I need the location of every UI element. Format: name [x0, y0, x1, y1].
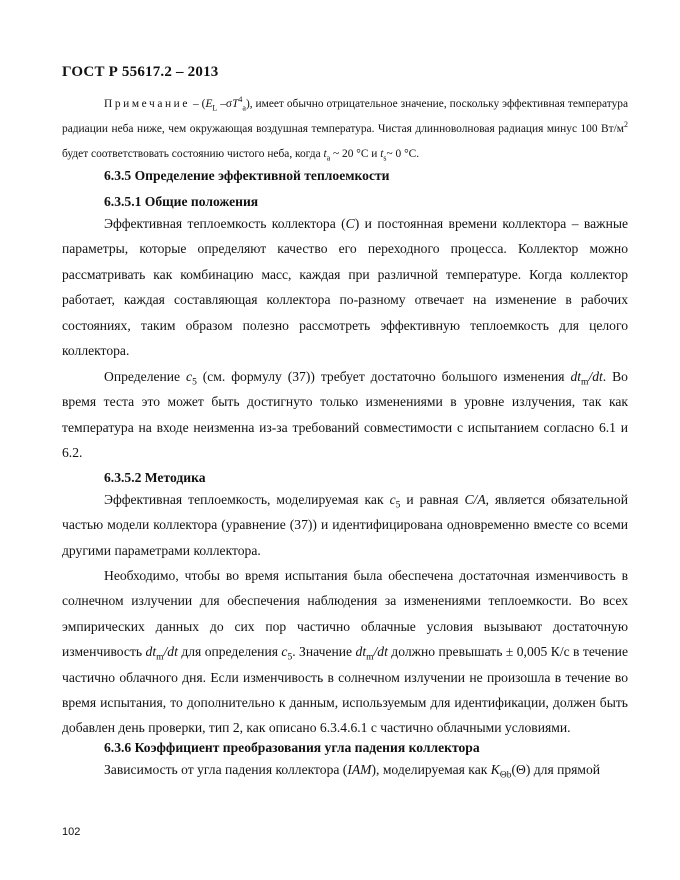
- p5-k-sub: Θb: [499, 770, 512, 781]
- p4-text-a: Необходимо, чтобы во время испытания была обеспечена достаточная изменчивость в солнечном излучении для обеспечения наблюдения за изменениями теплоемкости. Во всех эмпирических данных до сих пор частично облачные условия вызывают достаточную изменчивость: [62, 568, 628, 660]
- formula-t-sup: 4: [238, 95, 243, 105]
- p2-text-c: . Во время теста это может быть достигнуто только изменениями в уровне излучения, так как температура на входе неизменна из-за требований совместимости с испытанием согласно 6.1 и 6.2.: [62, 369, 628, 461]
- p1-text-a: Эффективная теплоемкость коллектора (: [104, 216, 346, 231]
- p3-symbol-c-sub: 5: [395, 500, 401, 511]
- p2-text-a: Определение: [104, 369, 187, 384]
- p4-symbol-c-sub: 5: [287, 652, 293, 663]
- document-header: ГОСТ Р 55617.2 – 2013: [62, 64, 219, 80]
- p5-text-c: (Θ) для прямой: [511, 762, 601, 777]
- p4-dt-sub: m: [156, 652, 164, 663]
- p1-text-b: ) и постоянная времени коллектора – важные параметры, которые определяют качество его переходного процесса. Коллектор можно рассматривать как комбинацию масс, каждая при различной температуре. Когда коллектор работает, каждая составляющая коллектора по-разному отвечает на изменение в рабочих состояниях, таким образом полезно рассмотреть эффективную теплоемкость для целого коллектора.: [62, 216, 629, 359]
- p3-symbol-c: c: [389, 492, 396, 507]
- p3-text-b: и равная: [400, 492, 465, 507]
- ts-value: ~ 0 °C.: [386, 148, 420, 160]
- note-label: Примечание: [104, 98, 191, 110]
- paragraph-1: [62, 211, 628, 363]
- ts-symbol: t: [380, 148, 384, 160]
- p4-symbol-c: c: [281, 644, 288, 660]
- section-heading-6-3-5-2: 6.3.5.2 Методика: [104, 470, 206, 485]
- section-heading-6-3-5: 6.3.5 Определение эффективной теплоемкости: [104, 168, 390, 183]
- p2-text-b: (см. формулу (37)) требует достаточно большого изменения: [196, 369, 571, 384]
- p4-dt-b-sub: m: [366, 652, 374, 663]
- p2-dt2: /dt: [588, 369, 603, 384]
- p5-text-b: ), моделируемая как: [371, 762, 491, 777]
- formula-minus: –σ: [217, 98, 233, 110]
- note-close: ), имеет обычно отрицательное значение, поскольку эффективная: [245, 98, 565, 110]
- p4-text-d: должно превышать ± 0,005 К/с в течение частично облачного дня. Если изменчивость в солнечном излучении не произошла в течение во время испытания, то дополнительно к данным, используемым для идентификации, должен быть добавлен день проверки, тип 2, как описано 6.3.4.6.1 с частично облачными условиями.: [62, 644, 628, 736]
- p2-dt: dt: [570, 369, 582, 384]
- p3-text-a: Эффективная теплоемкость, моделируемая как: [104, 492, 390, 507]
- p3-symbol-ca: C/A: [464, 492, 486, 507]
- paragraph-4: [62, 563, 628, 741]
- p4-dt2: /dt: [163, 644, 178, 660]
- p1-symbol-c: C: [345, 216, 355, 231]
- note-line3-mid: будет соответствовать состоянию чистого неба, когда: [62, 148, 324, 160]
- p4-dt-b: dt: [355, 644, 367, 660]
- formula-e: E: [205, 98, 213, 110]
- p2-symbol-c-sub: 5: [192, 377, 197, 388]
- p4-dt-b2: /dt: [373, 644, 388, 660]
- paragraph-2: [62, 364, 628, 466]
- p4-dt: dt: [145, 644, 157, 660]
- paragraph-5: [62, 757, 628, 782]
- formula-t-sub: a: [242, 103, 246, 113]
- p2-dt-sub: m: [581, 377, 589, 388]
- note-dash: –: [192, 98, 199, 110]
- formula-t: T: [232, 98, 239, 110]
- note-line3-pre: минус 100 Вт/м: [546, 123, 625, 135]
- p5-text-a: Зависимость от угла падения коллектора (: [104, 762, 348, 777]
- p2-symbol-c: c: [186, 369, 193, 384]
- section-heading-6-3-6: 6.3.6 Коэффициент преобразования угла падения коллектора: [104, 740, 480, 755]
- note-open: (: [201, 98, 206, 110]
- p5-iam: IAM: [347, 762, 372, 777]
- page-number: 102: [62, 826, 81, 838]
- ts-sub: s: [383, 153, 387, 163]
- section-heading-6-3-5-1: 6.3.5.1 Общие положения: [104, 194, 259, 209]
- p4-text-c: . Значение: [292, 644, 356, 660]
- p5-k: K: [490, 762, 500, 777]
- note-line2: температура радиации неба ниже, чем окружающая воздушная температура. Чистая длинноволновая радиация: [62, 98, 629, 135]
- p3-text-c: , является обязательной частью модели коллектора (уравнение (37)) и идентифицирована одновременно вместе со всеми другими параметрами коллектора.: [62, 492, 628, 558]
- ta-value: ~ 20 °C и: [330, 148, 381, 160]
- ta-symbol: t: [323, 148, 327, 160]
- p4-text-b: для определения: [177, 644, 282, 660]
- ta-sub: a: [326, 153, 331, 163]
- paragraph-3: [62, 487, 628, 563]
- note-line3-sup: 2: [624, 120, 628, 130]
- note-block: [62, 92, 628, 167]
- formula-e-sub: L: [212, 103, 218, 113]
